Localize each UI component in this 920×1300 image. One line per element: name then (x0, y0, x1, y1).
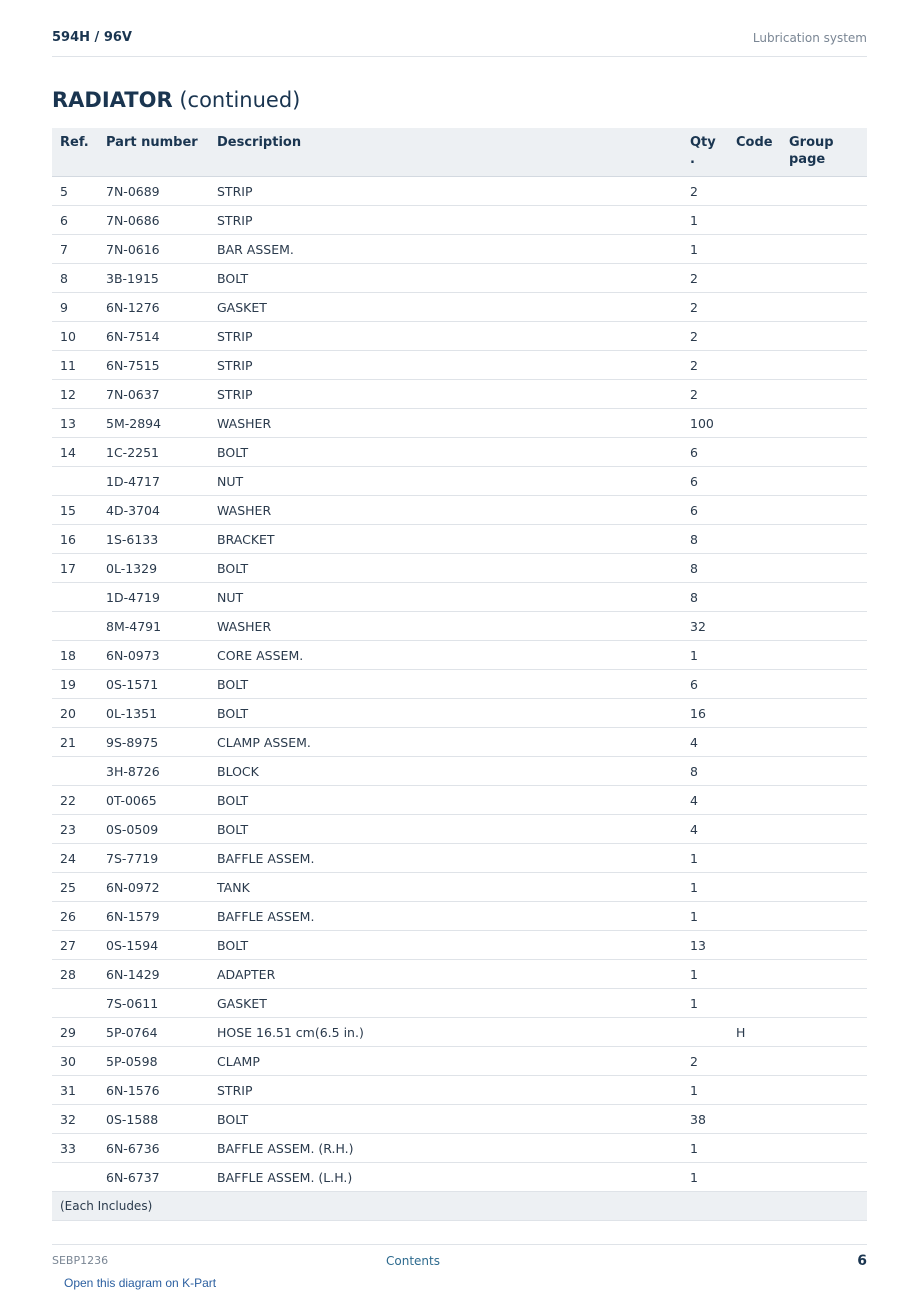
title-main: RADIATOR (52, 88, 173, 112)
cell-part-number: 1D-4719 (98, 583, 209, 612)
cell-group-page (781, 960, 867, 989)
cell-part-number: 8M-4791 (98, 612, 209, 641)
cell-group-page (781, 264, 867, 293)
title-suffix: (continued) (179, 88, 301, 112)
cell-description: BAR ASSEM. (209, 235, 682, 264)
table-row (52, 1105, 867, 1134)
cell-description: BOLT (209, 264, 682, 293)
cell-code (728, 583, 781, 612)
cell-qty: 6 (682, 670, 728, 699)
cell-group-page (781, 1018, 867, 1047)
cell-group-page (781, 641, 867, 670)
cell-description: HOSE 16.51 cm(6.5 in.) (209, 1018, 682, 1047)
cell-qty: 1 (682, 873, 728, 902)
col-header-group-page: Group page (781, 128, 867, 177)
cell-ref (52, 757, 98, 786)
cell-ref: 18 (52, 641, 98, 670)
cell-qty (682, 1018, 728, 1047)
cell-description: STRIP (209, 351, 682, 380)
cell-ref: 17 (52, 554, 98, 583)
cell-description: WASHER (209, 409, 682, 438)
cell-group-page (781, 177, 867, 206)
cell-group-page (781, 902, 867, 931)
cell-code (728, 525, 781, 554)
table-row (52, 380, 867, 409)
cell-code (728, 1047, 781, 1076)
cell-ref (52, 1163, 98, 1192)
cell-part-number: 0S-0509 (98, 815, 209, 844)
table-row (52, 873, 867, 902)
cell-group-page (781, 699, 867, 728)
cell-description: GASKET (209, 989, 682, 1018)
cell-qty: 1 (682, 1076, 728, 1105)
cell-qty: 2 (682, 380, 728, 409)
cell-group-page (781, 728, 867, 757)
cell-description: BOLT (209, 670, 682, 699)
table-row (52, 641, 867, 670)
cell-code (728, 641, 781, 670)
col-header-code: Code (728, 128, 781, 177)
cell-group-page (781, 206, 867, 235)
cell-ref: 11 (52, 351, 98, 380)
cell-part-number: 5P-0764 (98, 1018, 209, 1047)
cell-code (728, 177, 781, 206)
cell-ref (52, 467, 98, 496)
table-row (52, 1163, 867, 1192)
cell-ref: 16 (52, 525, 98, 554)
cell-description: STRIP (209, 380, 682, 409)
table-row (52, 786, 867, 815)
cell-group-page (781, 1076, 867, 1105)
cell-part-number: 6N-1429 (98, 960, 209, 989)
cell-description: NUT (209, 467, 682, 496)
cell-description: NUT (209, 583, 682, 612)
parts-table (52, 128, 867, 1221)
cell-description: STRIP (209, 177, 682, 206)
cell-part-number: 6N-6737 (98, 1163, 209, 1192)
table-row (52, 322, 867, 351)
cell-qty: 4 (682, 815, 728, 844)
table-body (52, 177, 867, 1221)
cell-part-number: 6N-7515 (98, 351, 209, 380)
table-row (52, 525, 867, 554)
cell-ref: 9 (52, 293, 98, 322)
table-header-row (52, 128, 867, 177)
cell-part-number: 0L-1329 (98, 554, 209, 583)
cell-ref (52, 612, 98, 641)
cell-group-page (781, 409, 867, 438)
cell-group-page (781, 438, 867, 467)
cell-part-number: 5M-2894 (98, 409, 209, 438)
cell-code (728, 438, 781, 467)
cell-description: BAFFLE ASSEM. (R.H.) (209, 1134, 682, 1163)
cell-code (728, 554, 781, 583)
cell-qty: 8 (682, 757, 728, 786)
table-row (52, 293, 867, 322)
cell-qty: 100 (682, 409, 728, 438)
cell-ref: 31 (52, 1076, 98, 1105)
kpart-link[interactable]: Open this diagram on K-Part (64, 1276, 217, 1290)
col-header-part-number: Part number (98, 128, 209, 177)
cell-description: BLOCK (209, 757, 682, 786)
cell-ref (52, 989, 98, 1018)
cell-group-page (781, 786, 867, 815)
cell-part-number: 0T-0065 (98, 786, 209, 815)
cell-description: STRIP (209, 322, 682, 351)
cell-description: BAFFLE ASSEM. (L.H.) (209, 1163, 682, 1192)
cell-part-number: 3B-1915 (98, 264, 209, 293)
cell-qty: 2 (682, 1047, 728, 1076)
cell-description: BOLT (209, 438, 682, 467)
table-row (52, 496, 867, 525)
table-row (52, 989, 867, 1018)
cell-group-page (781, 322, 867, 351)
cell-ref: 6 (52, 206, 98, 235)
cell-ref: 21 (52, 728, 98, 757)
cell-qty: 8 (682, 554, 728, 583)
cell-code (728, 293, 781, 322)
cell-group-page (781, 670, 867, 699)
cell-ref: 22 (52, 786, 98, 815)
cell-description: BRACKET (209, 525, 682, 554)
table-row (52, 264, 867, 293)
cell-description: BAFFLE ASSEM. (209, 902, 682, 931)
page-title (52, 88, 300, 112)
table-row (52, 844, 867, 873)
section-label: Lubrication system (752, 31, 867, 45)
cell-description: BAFFLE ASSEM. (209, 844, 682, 873)
cell-part-number: 6N-1276 (98, 293, 209, 322)
contents-link[interactable]: Contents (386, 1254, 440, 1268)
table-row (52, 902, 867, 931)
cell-qty: 1 (682, 206, 728, 235)
cell-ref: 14 (52, 438, 98, 467)
cell-qty: 8 (682, 583, 728, 612)
model-label: 594H / 96V (52, 30, 132, 45)
cell-part-number: 1S-6133 (98, 525, 209, 554)
cell-part-number: 0S-1594 (98, 931, 209, 960)
page-footer (52, 1244, 867, 1275)
col-header-qty: Qty . (682, 128, 728, 177)
cell-group-page (781, 351, 867, 380)
cell-ref: 24 (52, 844, 98, 873)
table-row (52, 206, 867, 235)
cell-group-page (781, 989, 867, 1018)
cell-group-page (781, 525, 867, 554)
cell-code (728, 728, 781, 757)
cell-code (728, 873, 781, 902)
cell-qty: 2 (682, 322, 728, 351)
cell-group-page (781, 844, 867, 873)
cell-description: CLAMP ASSEM. (209, 728, 682, 757)
cell-qty: 1 (682, 235, 728, 264)
cell-part-number: 7N-0637 (98, 380, 209, 409)
cell-code (728, 206, 781, 235)
cell-part-number: 6N-0973 (98, 641, 209, 670)
cell-group-page (781, 612, 867, 641)
cell-code (728, 815, 781, 844)
cell-code (728, 264, 781, 293)
cell-group-page (781, 496, 867, 525)
cell-qty: 32 (682, 612, 728, 641)
table-note-row (52, 1192, 867, 1221)
cell-code (728, 1105, 781, 1134)
cell-ref: 30 (52, 1047, 98, 1076)
cell-qty: 1 (682, 1134, 728, 1163)
cell-ref: 8 (52, 264, 98, 293)
cell-code (728, 670, 781, 699)
cell-description: BOLT (209, 699, 682, 728)
cell-ref: 12 (52, 380, 98, 409)
cell-qty: 2 (682, 177, 728, 206)
cell-part-number: 0S-1588 (98, 1105, 209, 1134)
cell-ref: 27 (52, 931, 98, 960)
cell-description: TANK (209, 873, 682, 902)
cell-description: CLAMP (209, 1047, 682, 1076)
table-row (52, 815, 867, 844)
table-row (52, 438, 867, 467)
cell-description: BOLT (209, 786, 682, 815)
cell-group-page (781, 873, 867, 902)
cell-part-number: 9S-8975 (98, 728, 209, 757)
table-row (52, 612, 867, 641)
cell-description: BOLT (209, 815, 682, 844)
cell-part-number: 1C-2251 (98, 438, 209, 467)
table-row (52, 351, 867, 380)
cell-part-number: 7S-0611 (98, 989, 209, 1018)
cell-ref: 23 (52, 815, 98, 844)
cell-qty: 1 (682, 641, 728, 670)
cell-code (728, 960, 781, 989)
table-row (52, 1076, 867, 1105)
cell-ref: 26 (52, 902, 98, 931)
cell-code (728, 1076, 781, 1105)
cell-code (728, 235, 781, 264)
table-row (52, 960, 867, 989)
cell-code (728, 786, 781, 815)
document-id: SEBP1236 (52, 1254, 109, 1267)
cell-part-number: 3H-8726 (98, 757, 209, 786)
cell-description: BOLT (209, 931, 682, 960)
cell-code (728, 322, 781, 351)
cell-code: H (728, 1018, 781, 1047)
cell-group-page (781, 583, 867, 612)
cell-code (728, 380, 781, 409)
table-row (52, 1018, 867, 1047)
cell-qty: 1 (682, 960, 728, 989)
cell-code (728, 844, 781, 873)
cell-code (728, 1163, 781, 1192)
table-row (52, 467, 867, 496)
each-includes-note: (Each Includes) (52, 1192, 867, 1221)
table-row (52, 699, 867, 728)
cell-description: STRIP (209, 206, 682, 235)
cell-ref: 7 (52, 235, 98, 264)
cell-group-page (781, 235, 867, 264)
cell-description: CORE ASSEM. (209, 641, 682, 670)
cell-qty: 6 (682, 438, 728, 467)
cell-qty: 13 (682, 931, 728, 960)
cell-code (728, 757, 781, 786)
cell-ref: 28 (52, 960, 98, 989)
cell-group-page (781, 1047, 867, 1076)
cell-code (728, 931, 781, 960)
cell-group-page (781, 757, 867, 786)
cell-group-page (781, 1134, 867, 1163)
cell-part-number: 1D-4717 (98, 467, 209, 496)
cell-ref: 19 (52, 670, 98, 699)
cell-code (728, 902, 781, 931)
cell-qty: 2 (682, 293, 728, 322)
cell-code (728, 496, 781, 525)
cell-qty: 2 (682, 264, 728, 293)
cell-ref: 15 (52, 496, 98, 525)
cell-description: ADAPTER (209, 960, 682, 989)
cell-ref: 33 (52, 1134, 98, 1163)
cell-qty: 4 (682, 786, 728, 815)
col-header-ref: Ref. (52, 128, 98, 177)
cell-code (728, 989, 781, 1018)
cell-part-number: 7S-7719 (98, 844, 209, 873)
cell-qty: 1 (682, 902, 728, 931)
cell-part-number: 6N-6736 (98, 1134, 209, 1163)
cell-qty: 16 (682, 699, 728, 728)
page-number: 6 (857, 1253, 867, 1269)
cell-part-number: 0L-1351 (98, 699, 209, 728)
cell-ref: 20 (52, 699, 98, 728)
table-row (52, 409, 867, 438)
cell-group-page (781, 1163, 867, 1192)
cell-ref: 32 (52, 1105, 98, 1134)
cell-group-page (781, 467, 867, 496)
cell-qty: 1 (682, 844, 728, 873)
table-row (52, 177, 867, 206)
cell-qty: 8 (682, 525, 728, 554)
cell-description: BOLT (209, 1105, 682, 1134)
cell-code (728, 467, 781, 496)
cell-part-number: 7N-0616 (98, 235, 209, 264)
cell-qty: 1 (682, 989, 728, 1018)
cell-qty: 1 (682, 1163, 728, 1192)
cell-qty: 38 (682, 1105, 728, 1134)
cell-code (728, 409, 781, 438)
cell-description: BOLT (209, 554, 682, 583)
cell-part-number: 4D-3704 (98, 496, 209, 525)
cell-part-number: 7N-0689 (98, 177, 209, 206)
cell-group-page (781, 1105, 867, 1134)
cell-group-page (781, 815, 867, 844)
cell-part-number: 6N-0972 (98, 873, 209, 902)
page-header (52, 26, 867, 57)
cell-code (728, 699, 781, 728)
cell-part-number: 0S-1571 (98, 670, 209, 699)
cell-description: WASHER (209, 612, 682, 641)
cell-group-page (781, 380, 867, 409)
col-header-description: Description (209, 128, 682, 177)
cell-code (728, 1134, 781, 1163)
table-row (52, 931, 867, 960)
table-row (52, 728, 867, 757)
cell-code (728, 351, 781, 380)
cell-ref: 10 (52, 322, 98, 351)
table-row (52, 235, 867, 264)
cell-group-page (781, 931, 867, 960)
cell-part-number: 6N-1576 (98, 1076, 209, 1105)
cell-part-number: 6N-7514 (98, 322, 209, 351)
cell-group-page (781, 293, 867, 322)
cell-ref (52, 583, 98, 612)
cell-description: WASHER (209, 496, 682, 525)
cell-qty: 6 (682, 496, 728, 525)
cell-qty: 2 (682, 351, 728, 380)
table-row (52, 1134, 867, 1163)
cell-part-number: 6N-1579 (98, 902, 209, 931)
table-row (52, 670, 867, 699)
table-row (52, 1047, 867, 1076)
cell-qty: 6 (682, 467, 728, 496)
cell-code (728, 612, 781, 641)
table-row (52, 583, 867, 612)
cell-qty: 4 (682, 728, 728, 757)
cell-ref: 13 (52, 409, 98, 438)
cell-description: GASKET (209, 293, 682, 322)
cell-description: STRIP (209, 1076, 682, 1105)
cell-group-page (781, 554, 867, 583)
cell-ref: 5 (52, 177, 98, 206)
cell-part-number: 5P-0598 (98, 1047, 209, 1076)
cell-part-number: 7N-0686 (98, 206, 209, 235)
table-row (52, 554, 867, 583)
cell-ref: 29 (52, 1018, 98, 1047)
table-row (52, 757, 867, 786)
cell-ref: 25 (52, 873, 98, 902)
